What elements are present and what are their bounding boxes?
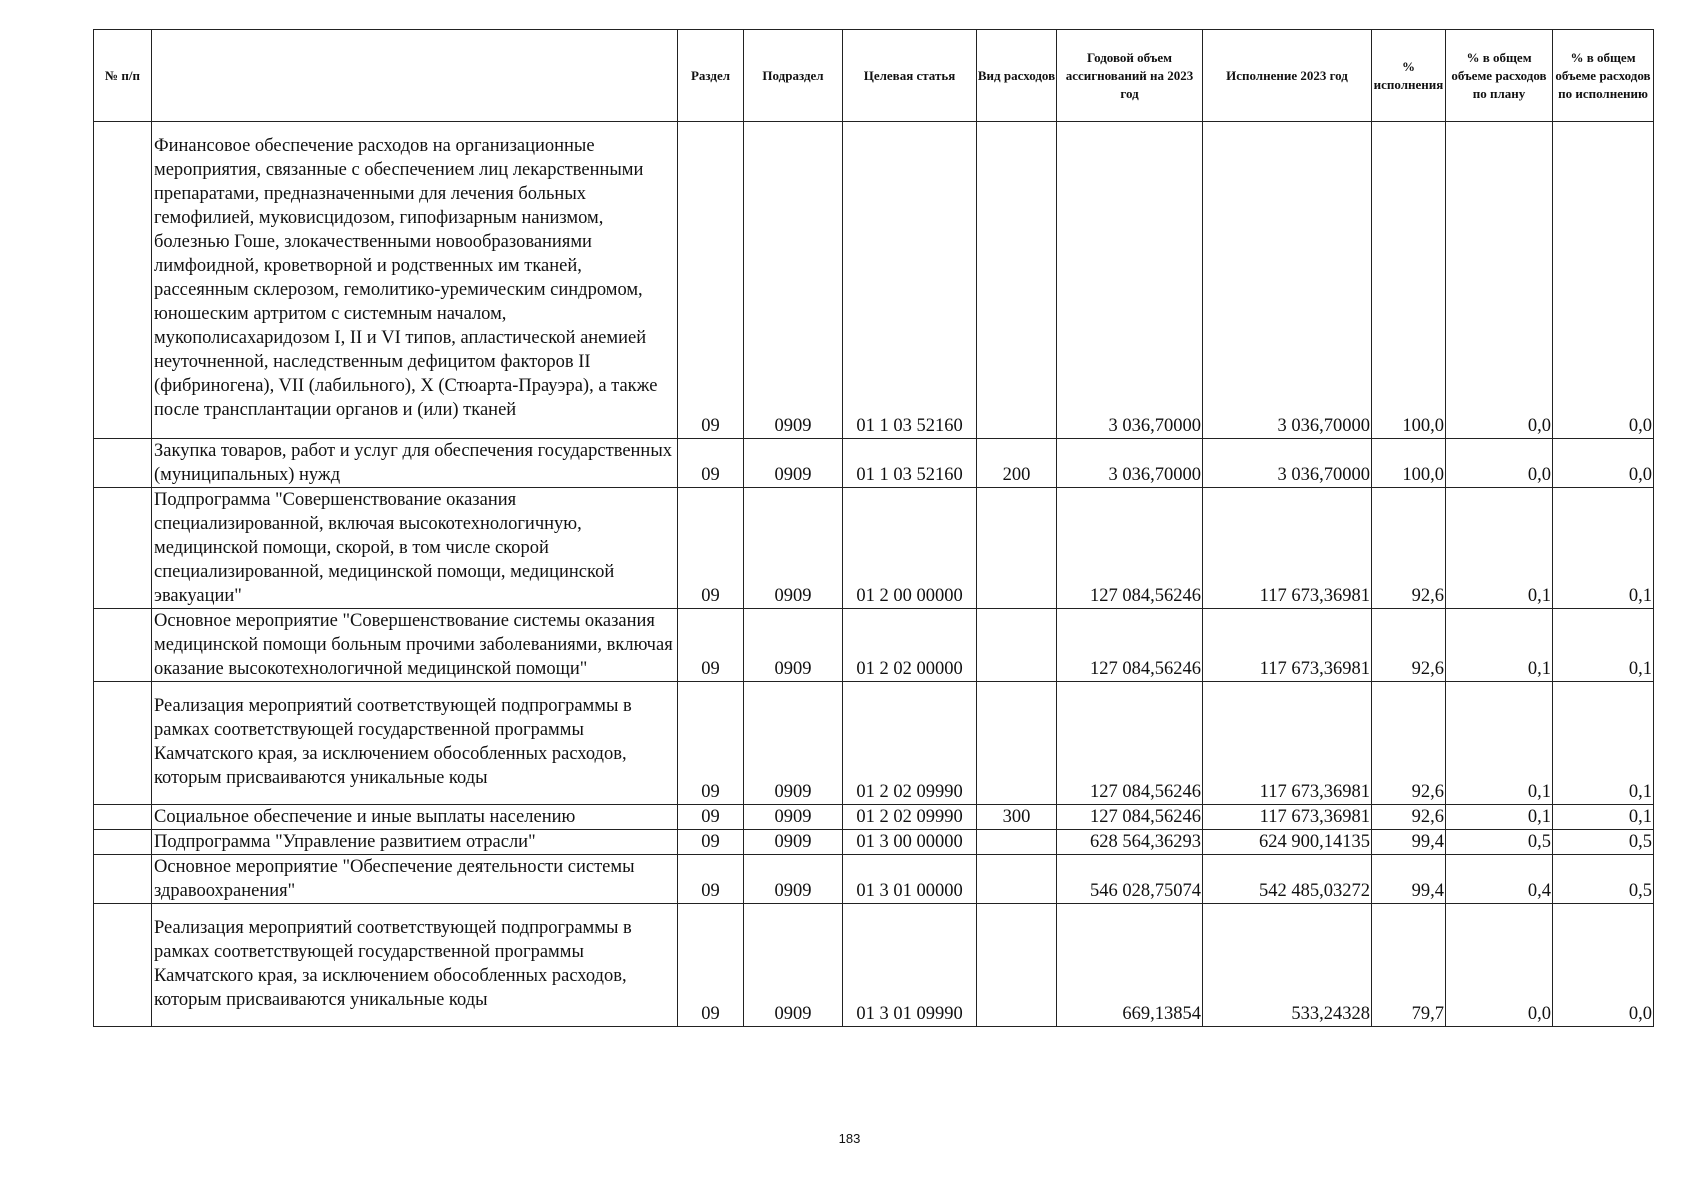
cell-plan: 3 036,70000 [1057, 439, 1203, 488]
cell-num [94, 439, 152, 488]
cell-share-plan: 0,0 [1446, 122, 1553, 439]
header-num: № п/п [94, 30, 152, 122]
cell-podrazdel: 0909 [744, 805, 843, 830]
cell-plan: 3 036,70000 [1057, 122, 1203, 439]
cell-razdel: 09 [678, 904, 744, 1027]
cell-vid [977, 830, 1057, 855]
cell-vid [977, 488, 1057, 609]
cell-num [94, 682, 152, 805]
cell-razdel: 09 [678, 122, 744, 439]
cell-podrazdel: 0909 [744, 904, 843, 1027]
cell-statya: 01 2 02 09990 [843, 682, 977, 805]
cell-statya: 01 2 00 00000 [843, 488, 977, 609]
cell-plan: 127 084,56246 [1057, 805, 1203, 830]
table-header-row [94, 30, 1654, 122]
cell-fact: 117 673,36981 [1203, 805, 1372, 830]
cell-vid: 300 [977, 805, 1057, 830]
cell-name: Социальное обеспечение и иные выплаты населению [152, 805, 678, 830]
cell-podrazdel: 0909 [744, 855, 843, 904]
cell-share-plan: 0,1 [1446, 805, 1553, 830]
cell-razdel: 09 [678, 805, 744, 830]
cell-statya: 01 3 01 00000 [843, 855, 977, 904]
cell-razdel: 09 [678, 855, 744, 904]
cell-name: Основное мероприятие "Обеспечение деятельности системы здравоохранения" [152, 855, 678, 904]
cell-share-plan: 0,5 [1446, 830, 1553, 855]
cell-fact: 117 673,36981 [1203, 682, 1372, 805]
header-name [152, 30, 678, 122]
cell-pct: 99,4 [1372, 830, 1446, 855]
cell-razdel: 09 [678, 488, 744, 609]
cell-podrazdel: 0909 [744, 439, 843, 488]
cell-fact: 624 900,14135 [1203, 830, 1372, 855]
cell-fact: 117 673,36981 [1203, 488, 1372, 609]
cell-share-plan: 0,1 [1446, 488, 1553, 609]
cell-razdel: 09 [678, 682, 744, 805]
header-vid: Вид расходов [977, 30, 1057, 122]
cell-vid: 200 [977, 439, 1057, 488]
cell-share-plan: 0,0 [1446, 904, 1553, 1027]
cell-razdel: 09 [678, 609, 744, 682]
cell-name: Основное мероприятие "Совершенствование системы оказания медицинской помощи больным прочими заболеваниями, включая оказание высокотехнологичной медицинской помощи" [152, 609, 678, 682]
cell-num [94, 830, 152, 855]
cell-podrazdel: 0909 [744, 122, 843, 439]
cell-podrazdel: 0909 [744, 488, 843, 609]
cell-statya: 01 2 02 09990 [843, 805, 977, 830]
header-statya: Целевая статья [843, 30, 977, 122]
cell-podrazdel: 0909 [744, 830, 843, 855]
table-row [94, 488, 1654, 609]
cell-pct: 100,0 [1372, 439, 1446, 488]
cell-plan: 127 084,56246 [1057, 488, 1203, 609]
cell-share-plan: 0,1 [1446, 682, 1553, 805]
cell-num [94, 904, 152, 1027]
cell-share-fact: 0,0 [1553, 904, 1654, 1027]
table-row [94, 609, 1654, 682]
cell-statya: 01 1 03 52160 [843, 122, 977, 439]
cell-share-plan: 0,1 [1446, 609, 1553, 682]
cell-share-fact: 0,5 [1553, 830, 1654, 855]
cell-share-fact: 0,1 [1553, 805, 1654, 830]
header-share-plan: % в общем объеме расходов по плану [1446, 30, 1553, 122]
table-row [94, 439, 1654, 488]
cell-fact: 117 673,36981 [1203, 609, 1372, 682]
cell-share-fact: 0,5 [1553, 855, 1654, 904]
budget-table [93, 29, 1654, 1027]
cell-share-fact: 0,0 [1553, 439, 1654, 488]
table-row [94, 855, 1654, 904]
cell-statya: 01 3 00 00000 [843, 830, 977, 855]
cell-statya: 01 3 01 09990 [843, 904, 977, 1027]
header-podrazdel: Подраздел [744, 30, 843, 122]
cell-share-plan: 0,4 [1446, 855, 1553, 904]
cell-num [94, 122, 152, 439]
cell-name: Реализация мероприятий соответствующей подпрограммы в рамках соответствующей государственной программы Камчатского края, за исключением обособленных расходов, которым присваиваются уникальные коды [152, 682, 678, 805]
cell-pct: 92,6 [1372, 805, 1446, 830]
cell-name: Подпрограмма "Совершенствование оказания специализированной, включая высокотехнологичную, медицинской помощи, скорой, в том числе скорой специализированной, медицинской помощи, медицинской эвакуации" [152, 488, 678, 609]
header-fact: Исполнение 2023 год [1203, 30, 1372, 122]
header-razdel: Раздел [678, 30, 744, 122]
cell-pct: 92,6 [1372, 682, 1446, 805]
cell-name: Закупка товаров, работ и услуг для обеспечения государственных (муниципальных) нужд [152, 439, 678, 488]
header-pct: % исполнения [1372, 30, 1446, 122]
cell-plan: 127 084,56246 [1057, 609, 1203, 682]
cell-podrazdel: 0909 [744, 609, 843, 682]
cell-pct: 79,7 [1372, 904, 1446, 1027]
cell-pct: 99,4 [1372, 855, 1446, 904]
table-row [94, 122, 1654, 439]
cell-plan: 546 028,75074 [1057, 855, 1203, 904]
cell-num [94, 805, 152, 830]
table-row [94, 805, 1654, 830]
cell-podrazdel: 0909 [744, 682, 843, 805]
cell-fact: 533,24328 [1203, 904, 1372, 1027]
cell-vid [977, 609, 1057, 682]
cell-fact: 3 036,70000 [1203, 439, 1372, 488]
cell-plan: 628 564,36293 [1057, 830, 1203, 855]
header-plan: Годовой объем ассигнований на 2023 год [1057, 30, 1203, 122]
cell-fact: 3 036,70000 [1203, 122, 1372, 439]
cell-share-fact: 0,1 [1553, 488, 1654, 609]
table-row [94, 830, 1654, 855]
page-number: 183 [838, 1131, 861, 1146]
cell-fact: 542 485,03272 [1203, 855, 1372, 904]
header-share-fact: % в общем объеме расходов по исполнению [1553, 30, 1654, 122]
cell-plan: 127 084,56246 [1057, 682, 1203, 805]
cell-share-fact: 0,1 [1553, 682, 1654, 805]
cell-name: Подпрограмма "Управление развитием отрасли" [152, 830, 678, 855]
cell-pct: 92,6 [1372, 488, 1446, 609]
cell-name: Реализация мероприятий соответствующей подпрограммы в рамках соответствующей государственной программы Камчатского края, за исключением обособленных расходов, которым присваиваются уникальные коды [152, 904, 678, 1027]
cell-vid [977, 904, 1057, 1027]
cell-name: Финансовое обеспечение расходов на организационные мероприятия, связанные с обеспечением лиц лекарственными препаратами, предназначенными для лечения больных гемофилией, муковисцидозом, гипофизарным нанизмом, болезнью Гоше, злокачественными новообразованиями лимфоидной, кроветворной и родственных им тканей, рассеянным склерозом, гемолитико-уремическим синдромом, юношеским артритом с системным началом, мукополисахаридозом I, II и VI типов, апластической анемией неуточненной, наследственным дефицитом факторов II (фибриногена), VII (лабильного), X (Стюарта-Прауэра), а также после трансплантации органов и (или) тканей [152, 122, 678, 439]
cell-razdel: 09 [678, 439, 744, 488]
cell-statya: 01 2 02 00000 [843, 609, 977, 682]
table-row [94, 904, 1654, 1027]
cell-plan: 669,13854 [1057, 904, 1203, 1027]
cell-num [94, 855, 152, 904]
cell-num [94, 609, 152, 682]
cell-vid [977, 122, 1057, 439]
cell-pct: 100,0 [1372, 122, 1446, 439]
cell-num [94, 488, 152, 609]
cell-share-plan: 0,0 [1446, 439, 1553, 488]
cell-razdel: 09 [678, 830, 744, 855]
table-row [94, 682, 1654, 805]
cell-statya: 01 1 03 52160 [843, 439, 977, 488]
cell-vid [977, 682, 1057, 805]
cell-pct: 92,6 [1372, 609, 1446, 682]
cell-vid [977, 855, 1057, 904]
cell-share-fact: 0,1 [1553, 609, 1654, 682]
cell-share-fact: 0,0 [1553, 122, 1654, 439]
